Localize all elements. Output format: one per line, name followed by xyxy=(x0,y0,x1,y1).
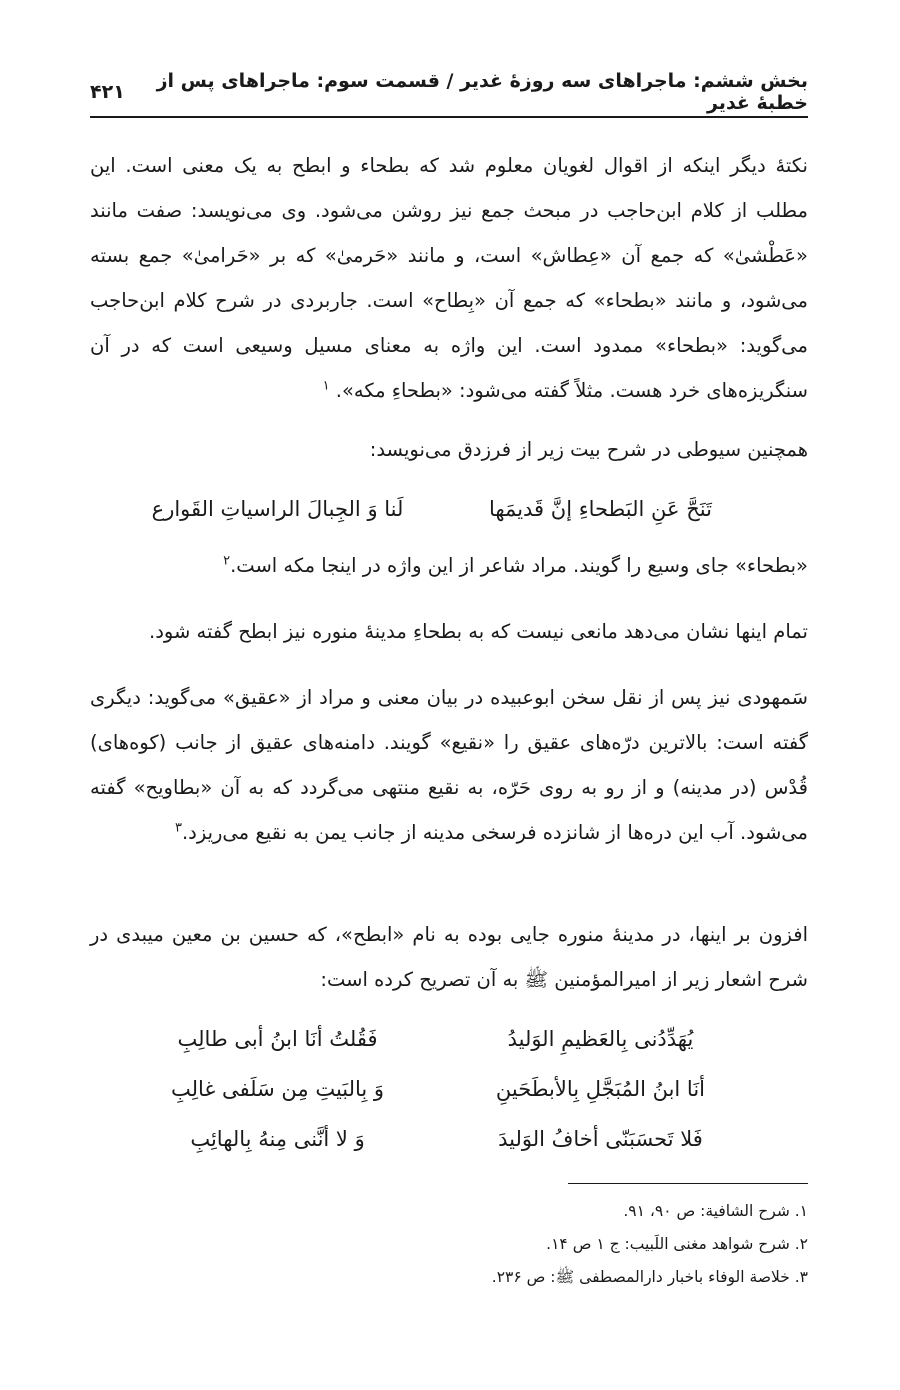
running-title: بخش ششم: ماجراهای سه روزهٔ غدیر / قسمت سوم: ماجراهای پس از خطبهٔ غدیر xyxy=(156,70,808,114)
verse-second-hemistich: فَقُلتُ أنَا ابنُ أبى طالِبِ xyxy=(177,1027,378,1051)
verse-first-hemistich: فَلا تَحسَبَنّى أخافُ الوَليدَ xyxy=(498,1127,703,1151)
paragraph-suyuti xyxy=(90,427,808,472)
paragraph-batha-abtah xyxy=(90,143,808,413)
paragraph-text: افزون بر اینها، در مدینهٔ منوره جایی بوده به نام «ابطح»، که حسین بن معین میبدی در شرح اشعار زیر از امیرالمؤمنین ﷺ به آن تصریح کرده است: xyxy=(90,923,808,991)
paragraph-samhudi xyxy=(90,675,808,855)
paragraph-text: «بطحاء» جای وسیع را گویند. مراد شاعر از این واژه در اینجا مکه است. xyxy=(230,554,808,577)
footnotes xyxy=(90,1195,808,1294)
verse-first-hemistich: يُهَدِّدُنى بِالعَظيمِ الوَليدُ xyxy=(507,1027,694,1051)
page-number: ۴۲۱ xyxy=(90,81,125,103)
header-divider xyxy=(90,116,808,118)
paragraph-meybodi xyxy=(90,912,808,1002)
footnote-divider xyxy=(568,1183,808,1184)
page-header xyxy=(90,72,808,112)
verse-first-hemistich: أنَا ابنُ المُبَجَّلِ بِالأبطَحَينِ xyxy=(495,1077,706,1101)
footnote-2: ۲. شرح شواهد مغنى اللَبيب: ج ۱ ص ۱۴. xyxy=(546,1235,808,1253)
footnote-1: ۱. شرح الشافية: ص ۹۰، ۹۱. xyxy=(623,1202,808,1220)
paragraph-batha-meaning xyxy=(90,543,808,588)
verse-line-2 xyxy=(90,1065,808,1113)
verse-line-3 xyxy=(90,1115,808,1163)
verse-second-hemistich: لَنا وَ الجِبالَ الراسياتِ القَوارع xyxy=(151,497,404,521)
paragraph-conclusion xyxy=(90,609,808,654)
book-page xyxy=(90,0,808,1390)
verse-line-1 xyxy=(90,1015,808,1063)
paragraph-text: نکتهٔ دیگر اینکه از اقوال لغویان معلوم شد که بطحاء و ابطح به یک معنی است. این مطلب از کلام ابن‌حاجب در مبحث جمع نیز روشن می‌شود. وی می‌نویسد: صفت مانند «عَطْشیٰ» که جمع آن «عِطاش» است، و مانند «حَرمیٰ» که بر «حَرامیٰ» جمع بسته می‌شود، و مانند «بطحاء» که جمع آن «بِطاح» است. جاربردی در شرح کلام ابن‌حاجب می‌گوید: «بطحاء» ممدود است. این واژه به معنای مسیل وسیعی است که در آن سنگریزه‌های خرد هست. مثلاً گفته می‌شود: «بطحاءِ مکه». xyxy=(90,154,808,402)
footnote-ref-2: ۲ xyxy=(223,553,231,569)
footnote-ref-3: ۳ xyxy=(174,820,182,836)
footnote-ref-1: ۱ xyxy=(322,378,330,394)
verse-first-hemistich: تَنَحَّ عَنِ البَطحاءِ إنَّ قَديمَها xyxy=(488,497,712,521)
footnote-3: ۳. خلاصة الوفاء باخبار دارالمصطفى ﷺ: ص ۲۳۶. xyxy=(491,1268,808,1286)
verse-second-hemistich: وَ لا أنَّنى مِنهُ بِالهائِبِ xyxy=(190,1127,365,1151)
paragraph-text: سَمهودی نیز پس از نقل سخن ابوعبیده در بیان معنی و مراد از «عقیق» می‌گوید: دیگری گفته است: بالاترین درّه‌های عقیق را «نقیع» گویند. دامنه‌های عقیق از جانب (کوه‌های) قُدْس (در مدینه) و از رو به روی حَرّه، به نقیع منتهی می‌گردد که به آن «بطاویح» گفته می‌شود. آب این دره‌ها از شانزده فرسخی مدینه از جانب یمن به نقیع می‌ریزد. xyxy=(90,686,808,844)
paragraph-text: همچنین سیوطی در شرح بیت زیر از فرزدق می‌نویسد: xyxy=(369,438,808,461)
paragraph-text: تمام اینها نشان می‌دهد مانعی نیست که به بطحاءِ مدینهٔ منوره نیز ابطح گفته شود. xyxy=(149,620,808,643)
verse-second-hemistich: وَ بِالبَيتِ مِن سَلَفى غالِبِ xyxy=(170,1077,385,1101)
verse-farazdaq xyxy=(90,485,808,533)
